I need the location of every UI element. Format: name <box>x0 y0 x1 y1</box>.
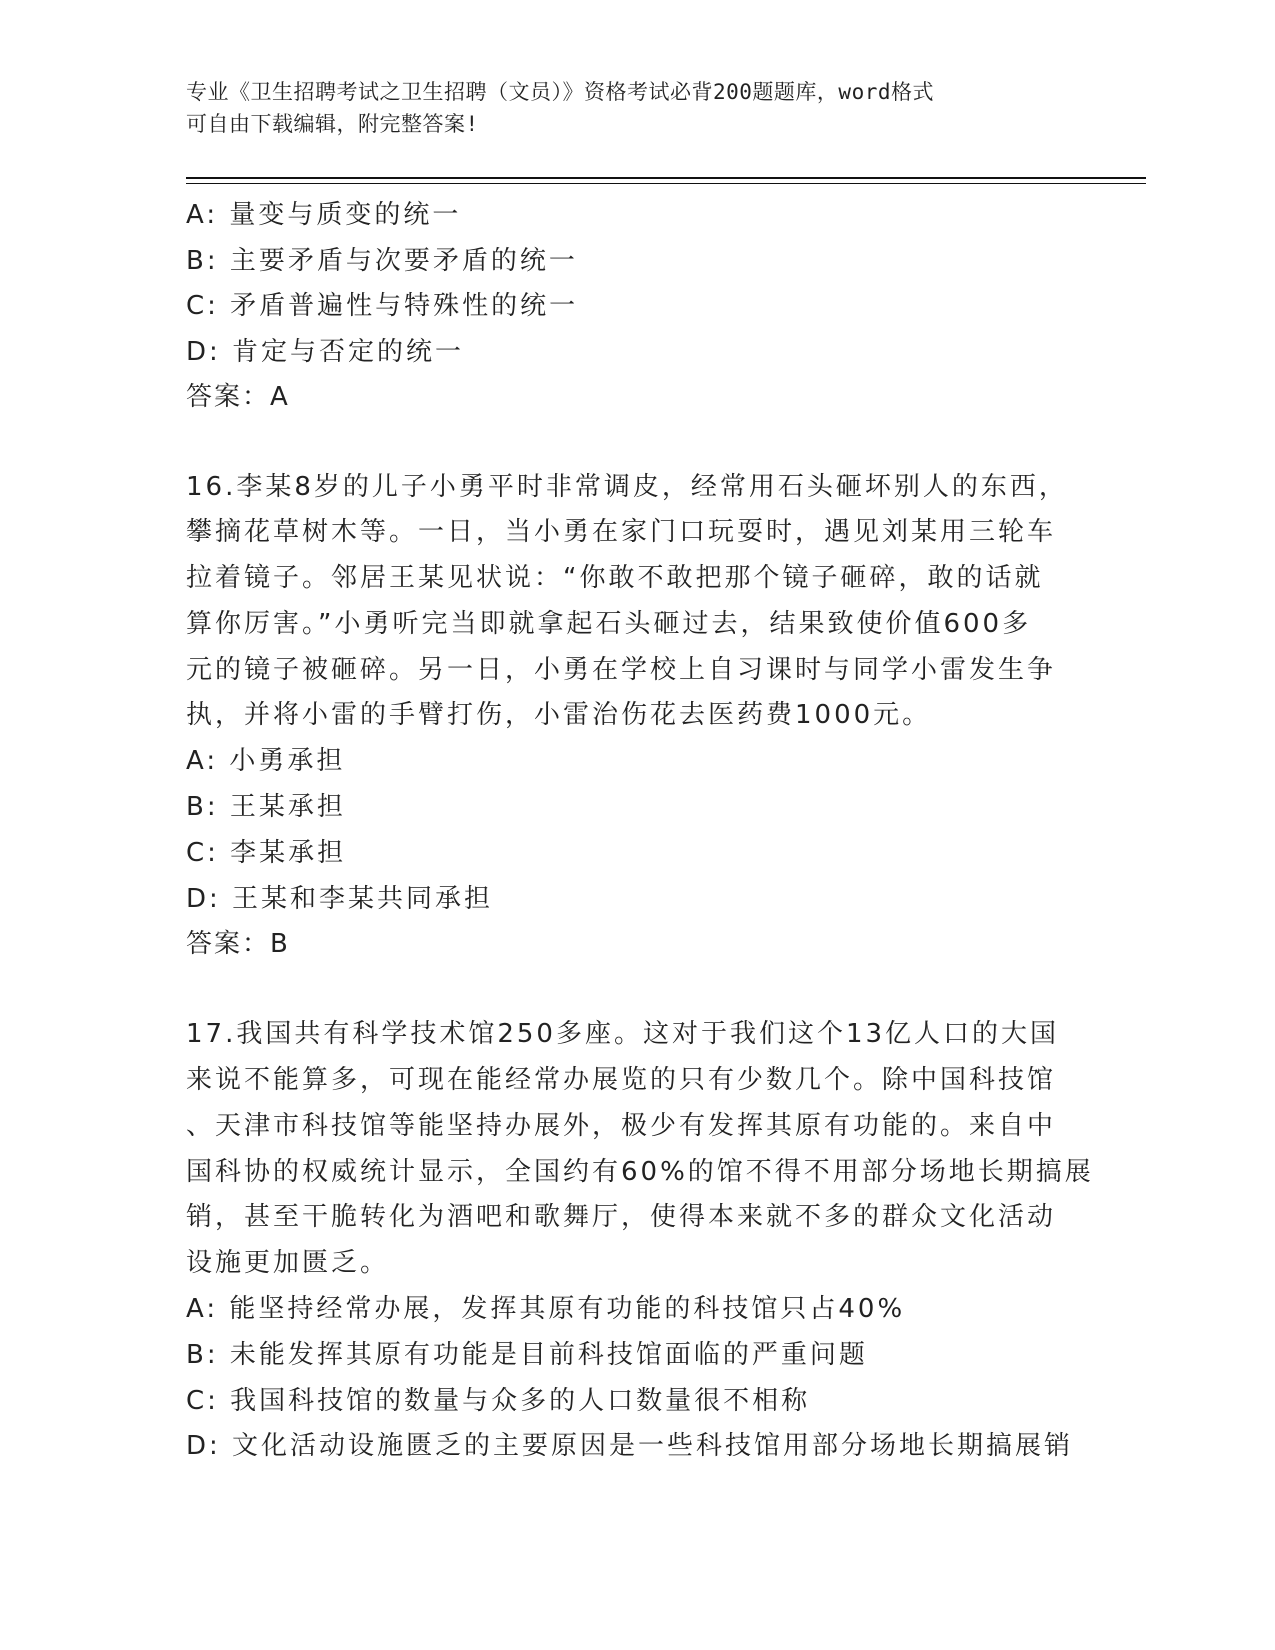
header-divider-thick <box>186 177 1146 179</box>
spacer <box>186 968 1086 1012</box>
header-divider-thin <box>186 183 1146 184</box>
question-16-block <box>186 465 1086 969</box>
q17-text-line-5: 销，甚至干脆转化为酒吧和歌舞厅，使得本来就不多的群众文化活动 <box>186 1202 1057 1233</box>
document-header <box>186 76 1076 140</box>
question-content <box>186 193 1094 1470</box>
q16-option-c: C: 李某承担 <box>186 837 347 868</box>
q16-text-line-1: 16.李某8岁的儿子小勇平时非常调皮，经常用石头砸坏别人的东西， <box>186 471 1068 502</box>
q17-option-d: D: 文化活动设施匮乏的主要原因是一些科技馆用部分场地长期搞展销 <box>186 1431 1074 1462</box>
q16-text-line-2: 攀摘花草树木等。一日，当小勇在家门口玩耍时，遇见刘某用三轮车 <box>186 517 1057 548</box>
q17-option-b: B: 未能发挥其原有功能是目前科技馆面临的严重问题 <box>186 1339 868 1370</box>
q16-answer: 答案：B <box>186 929 290 960</box>
q17-option-c: C: 我国科技馆的数量与众多的人口数量很不相称 <box>186 1385 811 1416</box>
q16-option-a: A: 小勇承担 <box>186 746 346 777</box>
q16-text-line-3: 拉着镜子。邻居王某见状说：“你敢不敢把那个镜子砸碎，敢的话就 <box>186 563 1044 594</box>
q16-text-line-4: 算你厉害。”小勇听完当即就拿起石头砸过去，结果致使价值600多 <box>186 608 1032 639</box>
q17-text-line-6: 设施更加匮乏。 <box>186 1248 390 1279</box>
header-line-1: 专业《卫生招聘考试之卫生招聘（文员）》资格考试必背200题题库，word格式 <box>186 80 934 104</box>
q15-option-a: A: 量变与质变的统一 <box>186 200 462 230</box>
q17-text-line-4: 国科协的权威统计显示，全国约有60%的馆不得不用部分场地长期搞展 <box>186 1156 1094 1187</box>
q15-option-c: C: 矛盾普遍性与特殊性的统一 <box>186 291 579 321</box>
q16-text-line-6: 执，并将小雷的手臂打伤，小雷治伤花去医药费1000元。 <box>186 700 932 731</box>
question-17-block <box>186 1012 1094 1470</box>
q15-option-d: D: 肯定与否定的统一 <box>186 336 465 367</box>
header-line-2: 可自由下载编辑，附完整答案! <box>186 112 479 136</box>
q16-option-d: D: 王某和李某共同承担 <box>186 883 494 914</box>
question-15-block <box>186 193 1086 421</box>
q15-option-b: B: 主要矛盾与次要矛盾的统一 <box>186 245 578 276</box>
q15-answer: 答案：A <box>186 382 290 412</box>
q17-text-line-2: 来说不能算多，可现在能经常办展览的只有少数几个。除中国科技馆 <box>186 1065 1057 1096</box>
q16-option-b: B: 王某承担 <box>186 792 346 823</box>
q17-text-line-1: 17.我国共有科学技术馆250多座。这对于我们这个13亿人口的大国 <box>186 1019 1060 1050</box>
q17-option-a: A: 能坚持经常办展，发挥其原有功能的科技馆只占40% <box>186 1294 906 1325</box>
q16-text-line-5: 元的镜子被砸碎。另一日，小勇在学校上自习课时与同学小雷发生争 <box>186 654 1057 685</box>
spacer <box>186 421 1086 465</box>
q17-text-line-3: 、天津市科技馆等能坚持办展外，极少有发挥其原有功能的。来自中 <box>186 1110 1057 1141</box>
